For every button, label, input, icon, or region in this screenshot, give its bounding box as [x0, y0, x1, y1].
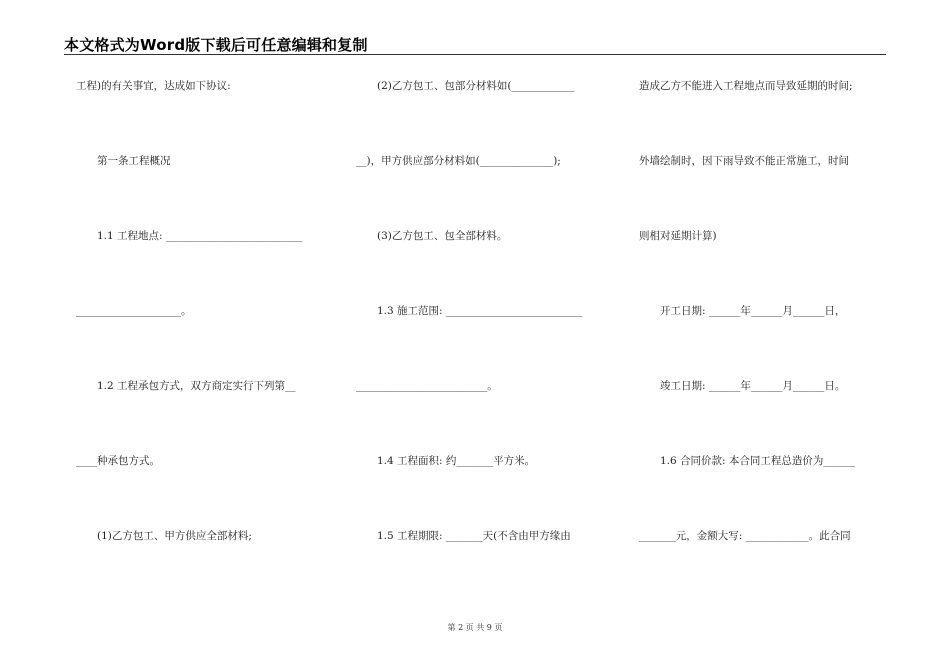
text-line: 1.6 合同价款: 本合同工程总造价为______	[639, 455, 855, 467]
text-line: 竣工日期: ______年______月______日。	[639, 380, 846, 392]
text-line: (2)乙方包工、包部分材料如(____________	[356, 80, 575, 92]
text-line: 第一条工程概况	[76, 155, 171, 167]
text-line: _______元，金额大写: ____________。此合同	[639, 530, 851, 542]
text-line: 开工日期: ______年______月______日，	[639, 305, 846, 317]
header-title: 本文格式为Word版下载后可任意编辑和复制	[64, 36, 368, 54]
text-line: ____________________。	[76, 305, 192, 317]
text-line: _________________________。	[356, 380, 498, 392]
text-line: 1.5 工程期限: _______天(不含由甲方缘由	[356, 530, 571, 542]
text-line: 工程)的有关事宜，达成如下协议:	[76, 80, 231, 92]
text-column-3	[639, 0, 894, 672]
text-line: 造成乙方不能进入工程地点而导致延期的时间;	[639, 80, 853, 92]
text-column-1	[76, 0, 331, 672]
text-line: 1.1 工程地点: __________________________	[76, 230, 303, 242]
text-line: (3)乙方包工、包全部材料。	[356, 230, 508, 242]
text-line: ____种承包方式。	[76, 455, 160, 467]
text-line: 1.3 施工范围: __________________________	[356, 305, 583, 317]
text-column-2	[356, 0, 611, 672]
text-line: __)，甲方供应部分材料如(______________);	[356, 155, 561, 167]
text-line: 1.4 工程面积: 约_______平方米。	[356, 455, 536, 467]
text-line: 外墙绘制时，因下雨导致不能正常施工，时间	[639, 155, 849, 167]
text-line: 则相对延期计算)	[639, 230, 717, 242]
text-line: (1)乙方包工、甲方供应全部材料;	[76, 530, 252, 542]
page-number: 第 2 页 共 9 页	[447, 623, 503, 632]
text-line: 1.2 工程承包方式，双方商定实行下列第__	[76, 380, 296, 392]
